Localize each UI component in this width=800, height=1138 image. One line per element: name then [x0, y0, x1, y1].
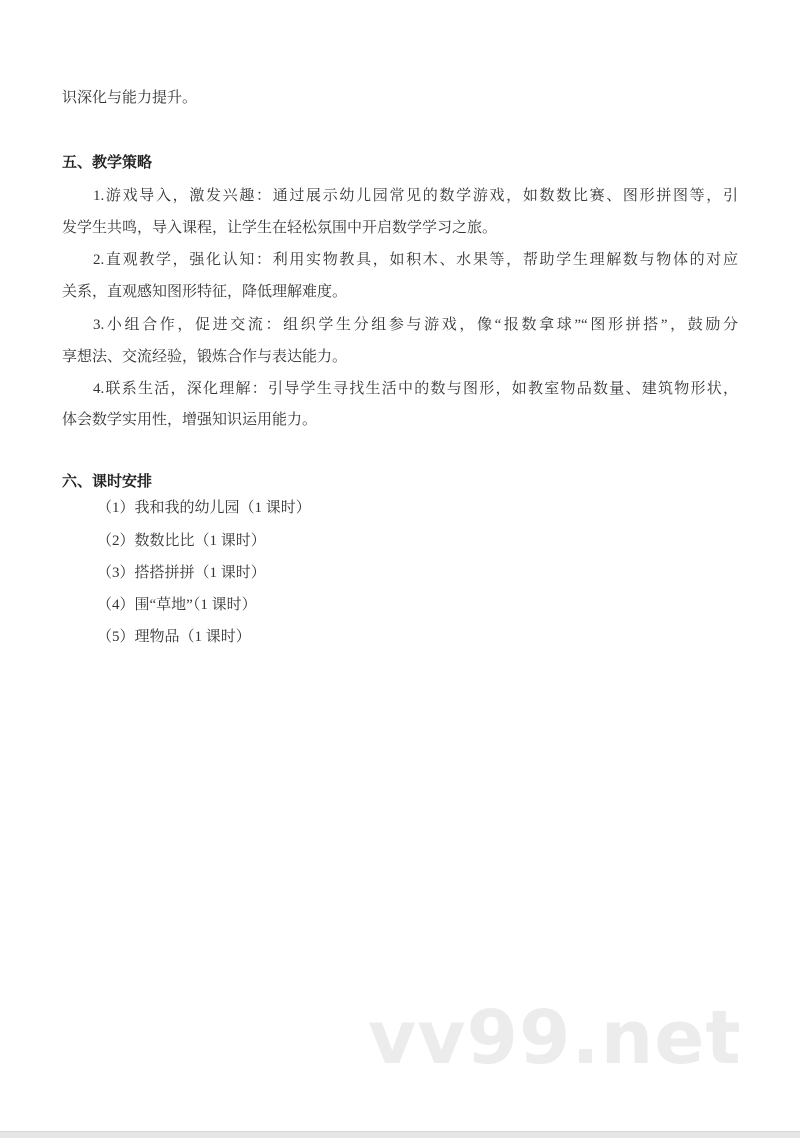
schedule-item: （1）我和我的幼儿园（1 课时） — [97, 500, 311, 516]
schedule-item: （5）理物品（1 课时） — [97, 629, 251, 645]
schedule-item: （2）数数比比（1 课时） — [97, 533, 266, 549]
section-heading-teaching-strategy: 五、教学策略 — [62, 154, 153, 171]
paragraph-line: 享想法、交流经验，锻炼合作与表达能力。 — [62, 349, 348, 365]
section-heading-schedule: 六、课时安排 — [62, 473, 153, 490]
paragraph-line: 关系，直观感知图形特征，降低理解难度。 — [62, 284, 348, 300]
schedule-item: （3）搭搭拼拼（1 课时） — [97, 565, 266, 581]
continuation-text: 识深化与能力提升。 — [62, 90, 198, 106]
paragraph-line: 1.游戏导入，激发兴趣：通过展示幼儿园常见的数学游戏，如数数比赛、图形拼图等，引 — [93, 188, 738, 204]
paragraph-line: 发学生共鸣，导入课程，让学生在轻松氛围中开启数学学习之旅。 — [62, 220, 498, 236]
paragraph-line: 体会数学实用性，增强知识运用能力。 — [62, 412, 318, 428]
paragraph-line: 2.直观教学，强化认知：利用实物教具，如积木、水果等，帮助学生理解数与物体的对应 — [93, 252, 738, 268]
paragraph-line: 3.小组合作，促进交流：组织学生分组参与游戏，像“报数拿球”“图形拼搭”，鼓励分 — [93, 317, 738, 333]
watermark: vv99.net — [368, 995, 742, 1081]
paragraph-line: 4.联系生活，深化理解：引导学生寻找生活中的数与图形，如教室物品数量、建筑物形状， — [93, 381, 738, 397]
schedule-item: （4）围“草地”（1 课时） — [97, 597, 257, 613]
